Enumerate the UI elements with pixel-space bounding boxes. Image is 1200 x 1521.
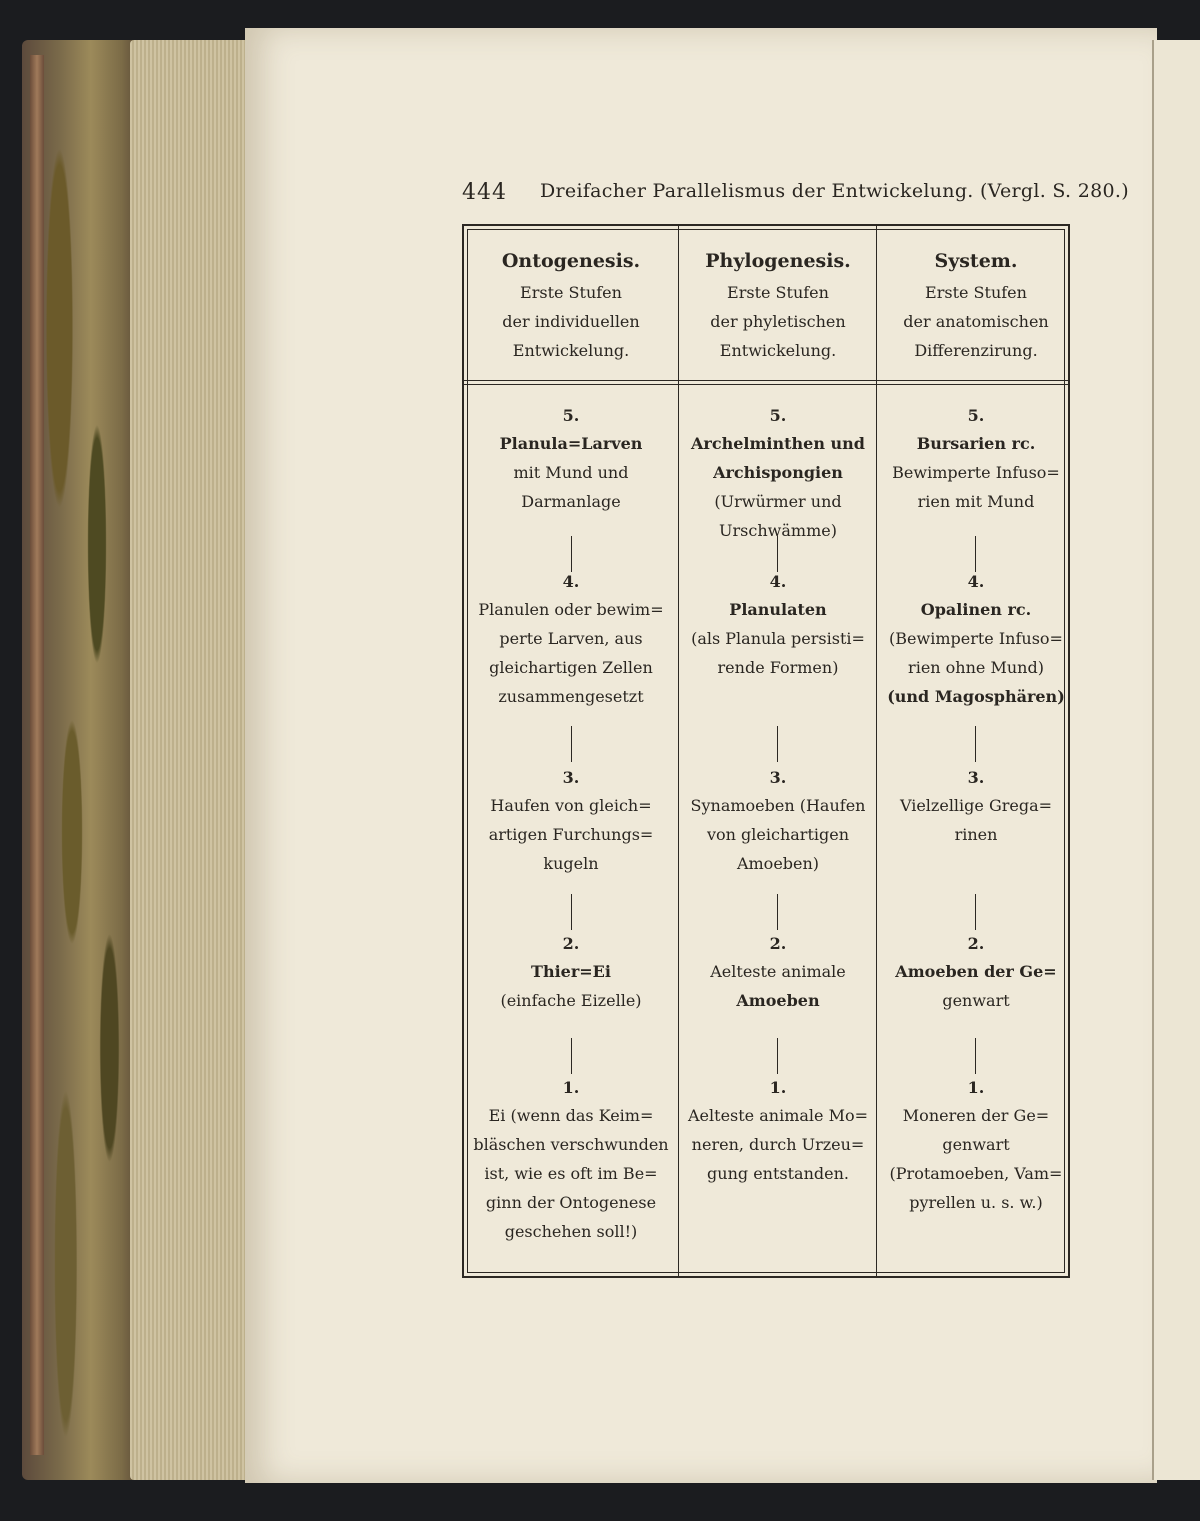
stage-number: 5.: [562, 406, 580, 425]
stage-text: genwart: [942, 991, 1010, 1010]
stage-number: 1.: [769, 1078, 787, 1097]
stage-text: mit Mund und: [513, 463, 629, 482]
stage-text: Amoeben der Ge=: [895, 962, 1057, 981]
stage-cell: [471, 406, 671, 516]
stage-text: (als Planula persisti=: [691, 629, 865, 648]
stage-cell: [876, 572, 1076, 711]
stage-text: Amoeben: [736, 991, 820, 1010]
column-header-ontogenesis: [471, 250, 671, 365]
connector-line: [975, 1038, 976, 1074]
stage-number: 4.: [967, 572, 985, 591]
connector-line: [571, 726, 572, 762]
stage-text: rien ohne Mund): [908, 658, 1044, 677]
stage-text: Planula=Larven: [499, 434, 643, 453]
stage-text: Urschwämme): [719, 521, 837, 540]
column-subtitle: Entwickelung.: [512, 341, 630, 360]
stage-text: bläschen verschwunden: [473, 1135, 669, 1154]
stage-text: rien mit Mund: [917, 492, 1035, 511]
column-subtitle: der phyletischen: [710, 312, 846, 331]
stage-cell: [876, 406, 1076, 516]
stage-text: rinen: [954, 825, 998, 844]
stage-cell: [471, 572, 671, 711]
stage-text: (Urwürmer und: [714, 492, 842, 511]
stage-text: Archispongien: [713, 463, 843, 482]
column-subtitle: Erste Stufen: [520, 283, 622, 302]
connector-line: [571, 536, 572, 572]
page-number: 444: [462, 180, 507, 205]
stage-number: 3.: [562, 768, 580, 787]
column-subtitle: der individuellen: [502, 312, 640, 331]
stage-text: geschehen soll!): [504, 1222, 638, 1241]
stage-cell: [678, 768, 878, 878]
stage-text: ist, wie es oft im Be=: [484, 1164, 658, 1183]
stage-text: Ei (wenn das Keim=: [488, 1106, 654, 1125]
stage-cell: [678, 572, 878, 682]
stage-text: zusammengesetzt: [498, 687, 644, 706]
stage-text: Moneren der Ge=: [902, 1106, 1050, 1125]
stage-cell: [876, 768, 1076, 849]
stage-text: Synamoeben (Haufen: [690, 796, 866, 815]
cover-spine: [30, 55, 44, 1455]
stage-text: Planulaten: [729, 600, 827, 619]
stage-text: Archelminthen und: [691, 434, 865, 453]
stage-text: Amoeben): [736, 854, 820, 873]
stage-cell: [678, 934, 878, 1015]
connector-line: [975, 726, 976, 762]
stage-text: Planulen oder bewim=: [478, 600, 664, 619]
stage-text: artigen Furchungs=: [488, 825, 654, 844]
stage-cell: [678, 1078, 878, 1188]
connector-line: [777, 726, 778, 762]
stage-text: gleichartigen Zellen: [489, 658, 653, 677]
running-title: Dreifacher Parallelismus der Entwickelung. (Vergl. S. 280.): [540, 180, 1129, 202]
stage-text: pyrellen u. s. w.): [909, 1193, 1043, 1212]
stage-text: Vielzellige Grega=: [899, 796, 1053, 815]
stage-text: neren, durch Urzeu=: [691, 1135, 865, 1154]
stage-text: rende Formen): [717, 658, 839, 677]
stage-cell: [678, 406, 878, 545]
stage-number: 3.: [769, 768, 787, 787]
stage-text: (und Magosphären): [887, 687, 1065, 706]
column-subtitle: Erste Stufen: [727, 283, 829, 302]
column-subtitle: Erste Stufen: [925, 283, 1027, 302]
stage-cell: [471, 1078, 671, 1246]
column-title: Phylogenesis.: [705, 250, 851, 272]
column-subtitle: der anatomischen: [903, 312, 1049, 331]
column-header-system: [876, 250, 1076, 365]
stage-text: perte Larven, aus: [499, 629, 643, 648]
stage-text: gung entstanden.: [707, 1164, 849, 1183]
stage-text: Aelteste animale: [710, 962, 846, 981]
stage-number: 1.: [967, 1078, 985, 1097]
stage-text: ginn der Ontogenese: [485, 1193, 657, 1212]
connector-line: [571, 894, 572, 930]
stage-text: Thier=Ei: [531, 962, 611, 981]
stage-text: Aelteste animale Mo=: [688, 1106, 868, 1125]
column-header-phylogenesis: [678, 250, 878, 365]
column-subtitle: Entwickelung.: [719, 341, 837, 360]
header-rule: [464, 384, 1068, 385]
stage-text: genwart: [942, 1135, 1010, 1154]
stage-number: 4.: [769, 572, 787, 591]
column-subtitle: Differenzirung.: [914, 341, 1038, 360]
connector-line: [777, 536, 778, 572]
connector-line: [777, 894, 778, 930]
page-header: [462, 180, 1129, 214]
stage-number: 5.: [769, 406, 787, 425]
stage-number: 3.: [967, 768, 985, 787]
stage-number: 4.: [562, 572, 580, 591]
stage-text: von gleichartigen: [706, 825, 850, 844]
stage-number: 1.: [562, 1078, 580, 1097]
stage-number: 2.: [967, 934, 985, 953]
stage-number: 5.: [967, 406, 985, 425]
stage-text: Haufen von gleich=: [490, 796, 652, 815]
column-title: System.: [934, 250, 1018, 272]
stage-text: Bursarien rc.: [916, 434, 1036, 453]
stage-text: Bewimperte Infuso=: [892, 463, 1060, 482]
parallelism-table: [462, 224, 1070, 1278]
stage-cell: [471, 768, 671, 878]
column-title: Ontogenesis.: [501, 250, 641, 272]
page-edges: [130, 40, 260, 1480]
connector-line: [975, 536, 976, 572]
next-page-edge: [1152, 40, 1200, 1480]
stage-text: Opalinen rc.: [920, 600, 1032, 619]
stage-cell: [876, 1078, 1076, 1217]
stage-text: (Protamoeben, Vam=: [889, 1164, 1063, 1183]
connector-line: [975, 894, 976, 930]
stage-text: (Bewimperte Infuso=: [889, 629, 1063, 648]
connector-line: [571, 1038, 572, 1074]
stage-number: 2.: [769, 934, 787, 953]
stage-text: kugeln: [543, 854, 599, 873]
header-rule: [464, 380, 1068, 381]
stage-number: 2.: [562, 934, 580, 953]
stage-cell: [876, 934, 1076, 1015]
stage-text: Darmanlage: [521, 492, 621, 511]
connector-line: [777, 1038, 778, 1074]
stage-text: (einfache Eizelle): [500, 991, 642, 1010]
stage-cell: [471, 934, 671, 1015]
